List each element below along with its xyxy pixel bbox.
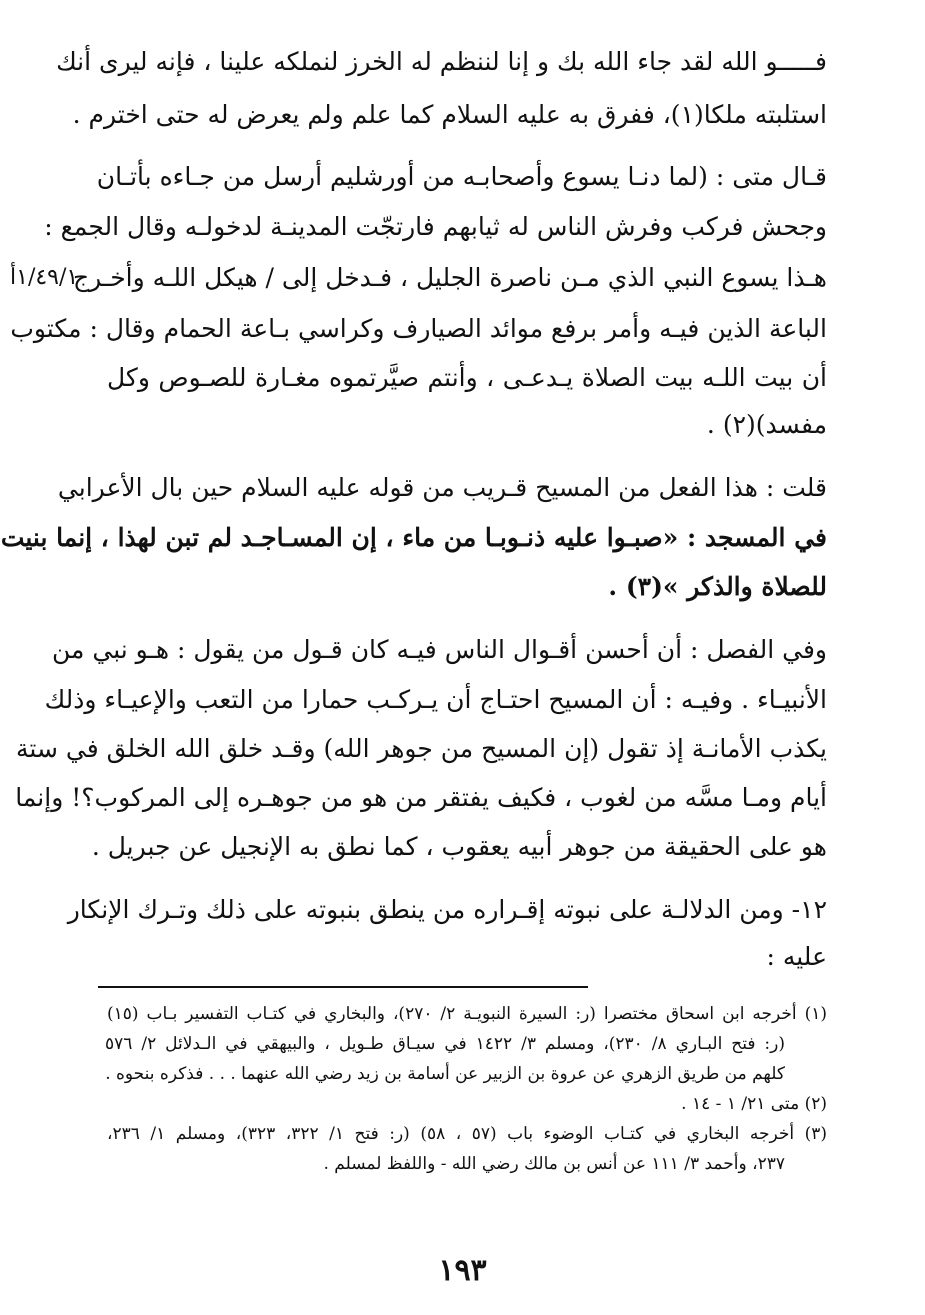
footnote-line-6: ٢٣٧، وأحمد ٣/ ١١١ عن أنس بن مالك رضي الله - واللفظ لمسلم . [323,1154,785,1174]
footnote-line-5: (٣) أخرجه البخاري في كتـاب الوضوء باب (٥٧ ، ٥٨) (ر: فتح ١/ ٣٢٢، ٣٢٣)، ومسلم ١/ ٢٣٦، [107,1124,827,1144]
body-line-1: فـــــو الله لقد جاء الله بك و إنا لننظم له الخرز لنملكه علينا ، فإنه ليرى أنك [56,47,827,76]
body-line-2: استلبته ملكا(١)، ففرق به عليه السلام كما علم ولم يعرض له حتى اخترم . [72,100,827,129]
body-line-9: قلت : هذا الفعل من المسيح قـريب من قوله عليه السلام حين بال الأعرابي [57,473,827,502]
body-line-7: أن بيت اللـه بيت الصلاة يـدعـى ، وأنتم صيَّرتموه مغـارة للصـوص وكل [107,363,827,392]
body-line-5: هـذا يسوع النبي الذي مـن ناصرة الجليل ، فـدخل إلى / هيكل اللـه وأخـرج [72,263,827,292]
body-line-15: أيام ومـا مسَّه من لغوب ، فكيف يفتقر من هو من جوهـره إلى المركوب؟! وإنما [15,783,827,812]
footnote-separator [98,986,588,988]
body-line-18: عليه : [766,942,827,971]
body-line-14: يكذب الأمانـة إذ تقول (إن المسيح من جوهر الله) وقـد خلق الله الخلق في ستة [16,734,827,763]
footnote-line-2: (ر: فتح البـاري ٨/ ٢٣٠)، ومسلم ٣/ ١٤٢٢ في سيـاق طـويل ، والبيهقي في الـدلائل ٢/ ٥٧٦ [105,1034,785,1054]
body-line-11: للصلاة والذكر »(٣) . [608,572,827,601]
body-line-8: مفسد)(٢) . [706,410,827,439]
body-line-4: وجحش فركب وفرش الناس له ثيابهم فارتجّت المدينـة لدخولـه وقال الجمع : [44,212,827,241]
body-line-16: هو على الحقيقة من جوهر أبيه يعقوب ، كما نطق به الإنجيل عن جبريل . [91,832,827,861]
body-line-12: وفي الفصل : أن أحسن أقـوال الناس فيـه كان قـول من يقول : هـو نبي من [52,635,827,664]
footnote-line-1: (١) أخرجه ابن اسحاق مختصرا (ر: السيرة النبويـة ٢/ ٢٧٠)، والبخاري في كتـاب التفسير بـاب (١٥) [107,1004,827,1024]
body-line-17: ١٢- ومن الدلالـة على نبوته إقـراره من ينطق بنبوته على ذلك وتـرك الإنكار [67,895,827,924]
margin-folio-reference: ١/٤٩/١أ [10,265,79,290]
page-number: ١٩٣ [438,1253,487,1288]
body-line-3: قـال متى : (لما دنـا يسوع وأصحابـه من أورشليم أرسل من جـاءه بأتـان [96,162,827,191]
footnote-line-3: كلهم من طريق الزهري عن عروة بن الزبير عن أسامة بن زيد رضي الله عنهما . . . فذكره بنحوه . [105,1064,785,1084]
body-line-13: الأنبيـاء . وفيـه : أن المسيح احتـاج أن يـركـب حمارا من التعب والإعيـاء وذلك [44,685,827,714]
footnote-line-4: (٢) متى ٢١/ ١ - ١٤ . [681,1094,827,1114]
body-line-6: الباعة الذين فيـه وأمر برفع موائد الصيارف وكراسي بـاعة الحمام وقال : مكتوب [10,314,827,343]
body-line-10: في المسجد : «صبـوا عليه ذنـوبـا من ماء ، إن المسـاجـد لم تبن لهذا ، إنما بنيت [0,523,827,552]
